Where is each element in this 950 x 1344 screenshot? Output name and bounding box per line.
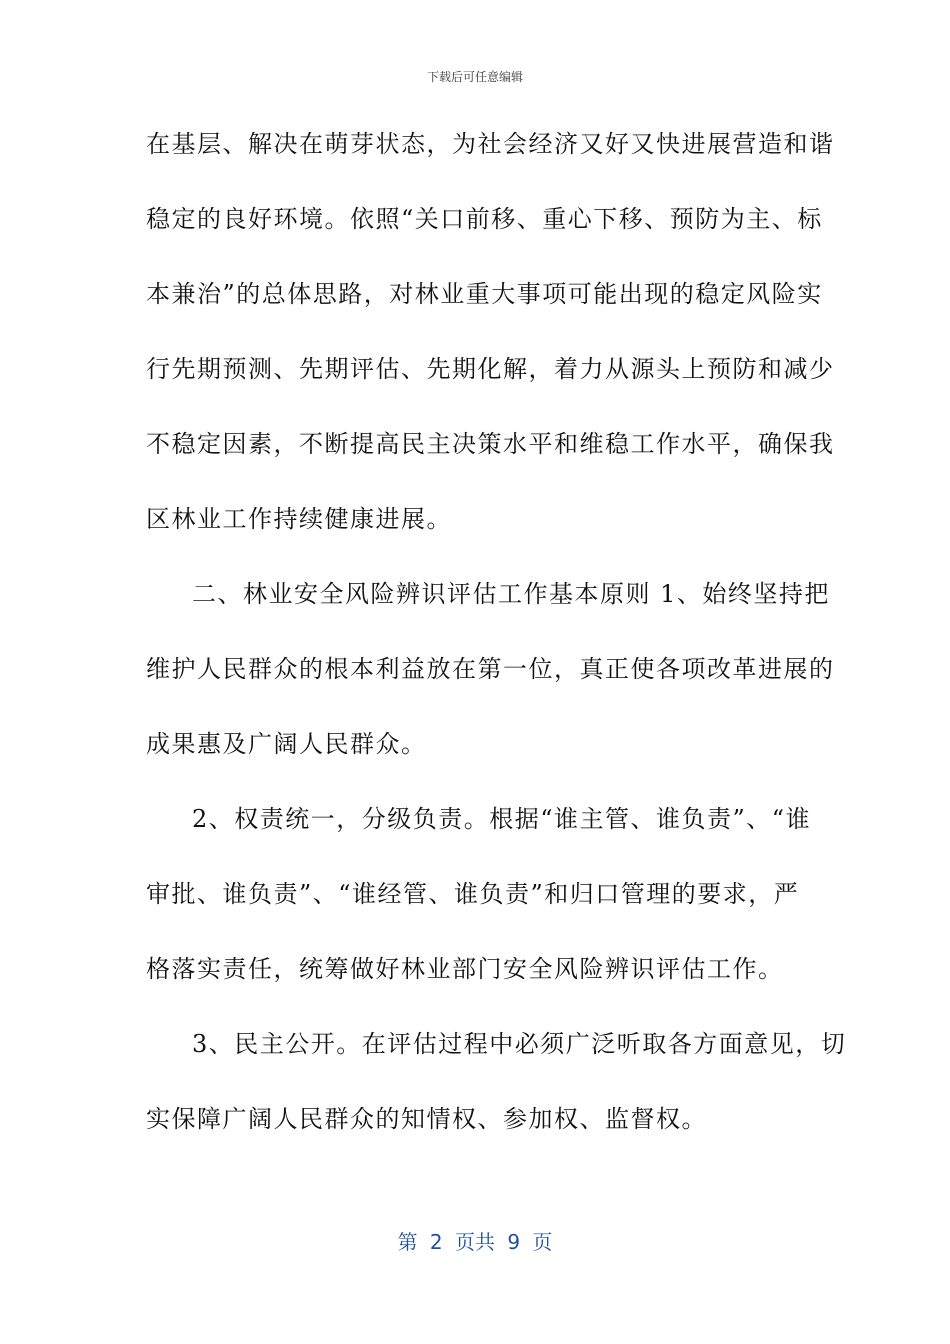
- page-number: 第 2 页共 9 页: [397, 1230, 553, 1254]
- text-line: 在基层、解决在萌芽状态，为社会经济又好又快进展营造和谐: [146, 130, 835, 158]
- section-heading-line: 二、林业安全风险辨识评估工作基本原则 1、始终坚持把: [192, 580, 830, 608]
- text-line: 实保障广阔人民群众的知情权、参加权、监督权。: [146, 1105, 707, 1133]
- text-line: 审批、谁负责”、“谁经管、谁负责”和归口管理的要求，严: [146, 880, 800, 908]
- text-line: 维护人民群众的根本利益放在第一位，真正使各项改革进展的: [146, 655, 835, 683]
- text-line: 行先期预测、先期评估、先期化解，着力从源头上预防和减少: [146, 355, 835, 383]
- text-line: 格落实责任，统筹做好林业部门安全风险辨识评估工作。: [146, 955, 784, 983]
- text-line: 不稳定因素，不断提高民主决策水平和维稳工作水平，确保我: [146, 430, 835, 458]
- text-line: 稳定的良好环境。依照“关口前移、重心下移、预防为主、标: [146, 205, 823, 233]
- document-body: [146, 118, 847, 1168]
- principle-3-line: 3、民主公开。在评估过程中必须广泛听取各方面意见，切: [192, 1030, 847, 1058]
- text-line: 区林业工作持续健康进展。: [146, 505, 452, 533]
- header-note: 下载后可任意编辑: [426, 70, 523, 84]
- text-line: 本兼治”的总体思路，对林业重大事项可能出现的稳定风险实: [146, 280, 823, 308]
- principle-2-line: 2、权责统一，分级负责。根据“谁主管、谁负责”、“谁: [192, 805, 812, 833]
- text-line: 成果惠及广阔人民群众。: [146, 730, 427, 758]
